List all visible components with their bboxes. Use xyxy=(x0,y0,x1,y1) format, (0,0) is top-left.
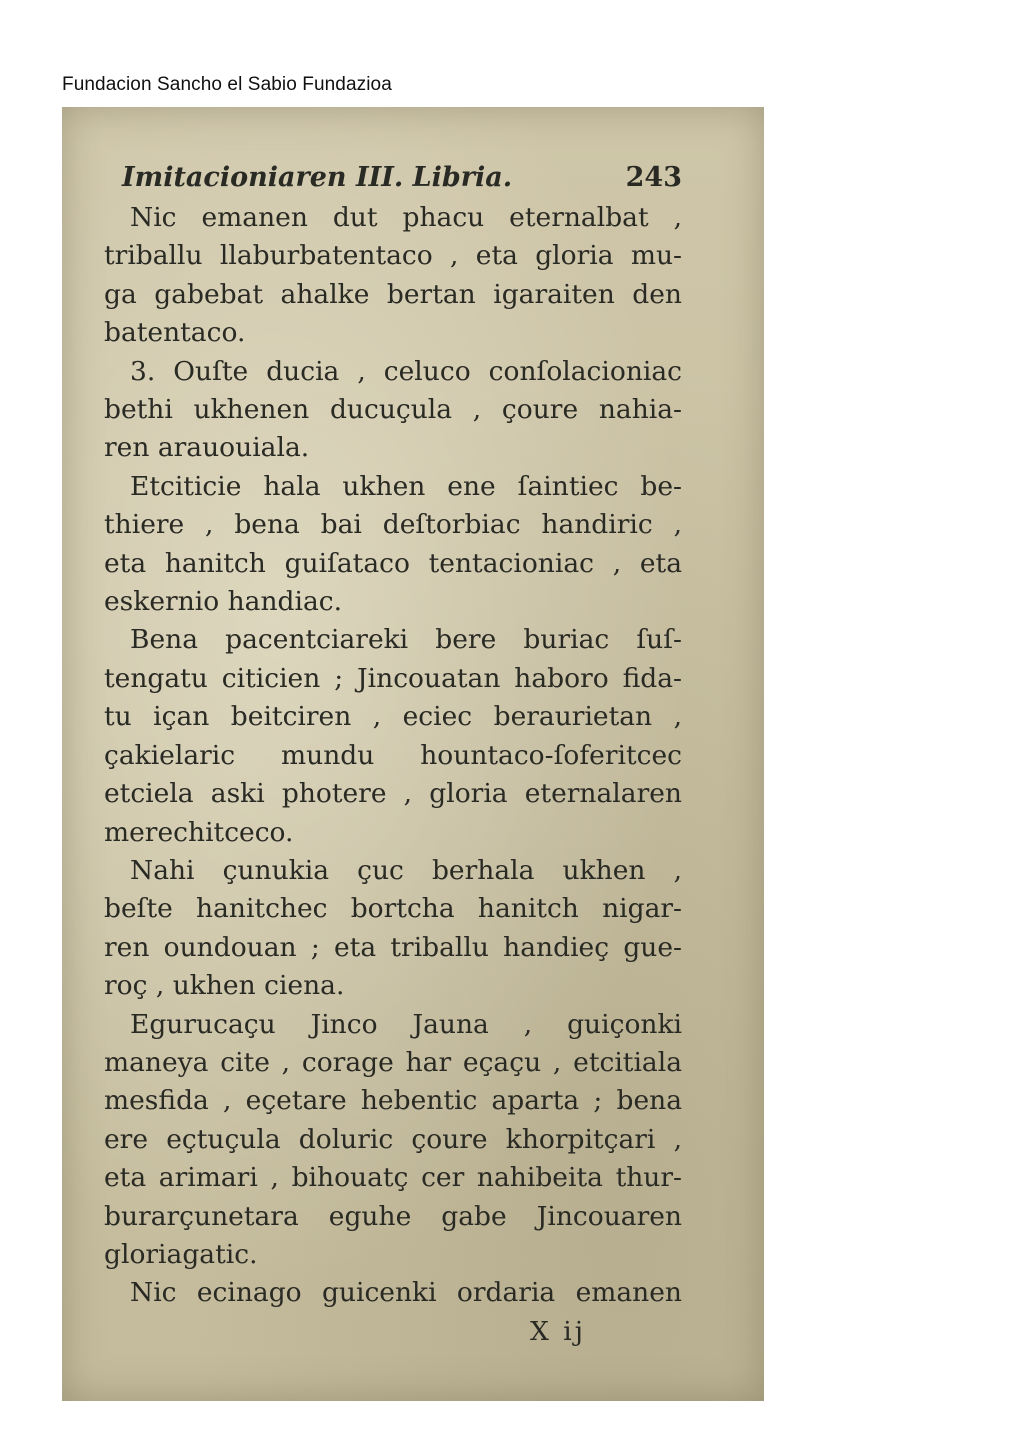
text-line: ren arauouiala. xyxy=(104,432,310,464)
text-line: Nic ecinago guicenki ordaria emanen xyxy=(130,1277,682,1309)
text-line: bethi ukhenen ducuçula , çoure nahia- xyxy=(104,394,682,426)
running-head-title: Imitacioniaren III. Libria. xyxy=(122,162,513,193)
running-head xyxy=(104,159,682,197)
text-line: gloriagatic. xyxy=(104,1238,258,1270)
text-line: eta hanitch guiſataco tentacioniac , eta xyxy=(104,547,682,579)
text-line: ren oundouan ; eta triballu handieç gue- xyxy=(104,931,682,963)
text-line: burarçunetara eguhe gabe Jincouaren xyxy=(104,1200,682,1232)
text-line: Etciticie hala ukhen ene ſaintiec be- xyxy=(130,470,682,502)
text-line: etciela aski photere , gloria eternalaren xyxy=(104,778,682,810)
text-line: beſte hanitchec bortcha hanitch nigar- xyxy=(104,893,682,925)
page-number: 243 xyxy=(625,162,682,193)
text-line: eskernio handiac. xyxy=(104,586,343,618)
scanned-page xyxy=(62,107,764,1401)
text-line: Nahi çunukia çuc berhala ukhen , xyxy=(130,854,682,886)
text-line: tu içan beitciren , eciec beraurietan , xyxy=(104,701,682,733)
text-line: mesfida , eçetare hebentic aparta ; bena xyxy=(104,1085,682,1117)
text-line: 3. Ouſte ducia , celuco conſolacioniac xyxy=(130,355,682,387)
text-line: ere eçtuçula doluric çoure khorpitçari , xyxy=(104,1123,682,1155)
text-line: triballu llaburbatentaco , eta gloria mu- xyxy=(104,240,682,272)
catchword: X ij xyxy=(530,1315,586,1347)
text-line: batentaco. xyxy=(104,317,246,349)
text-line: çakielaric mundu hountaco-ſoferitcec xyxy=(104,739,682,771)
text-line: merechitceco. xyxy=(104,816,294,848)
text-line: thiere , bena bai deſtorbiac handiric , xyxy=(104,509,682,541)
text-line: tengatu citicien ; Jincouatan haboro fida- xyxy=(104,662,682,694)
text-line: Bena pacentciareki bere buriac ſuſ- xyxy=(130,624,682,656)
page-text xyxy=(104,159,682,1351)
site-header-label: Fundacion Sancho el Sabio Fundazioa xyxy=(62,74,392,95)
text-line: maneya cite , corage har eçaçu , etcitiala xyxy=(104,1046,682,1078)
text-line: eta arimari , bihouatç cer nahibeita thur- xyxy=(104,1162,682,1194)
text-line: roç , ukhen ciena. xyxy=(104,970,345,1002)
text-line: Nic emanen dut phacu eternalbat , xyxy=(130,202,682,233)
text-line: ga gabebat ahalke bertan igaraiten den xyxy=(104,278,682,310)
text-line: Egurucaçu Jinco Jauna , guiçonki xyxy=(130,1008,682,1040)
